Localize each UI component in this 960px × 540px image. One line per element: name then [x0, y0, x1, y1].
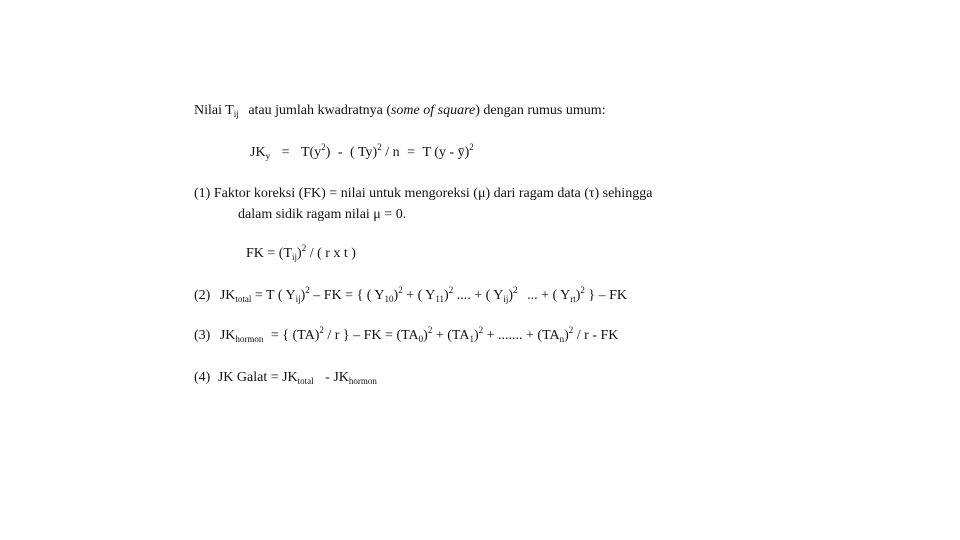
- item2-tail: } – FK: [588, 288, 628, 303]
- item4-sub2: hormon: [348, 376, 377, 386]
- item2-eq: = T ( Y: [254, 288, 296, 303]
- formula-main-eq1: =: [281, 145, 290, 160]
- formula-main-minus: -: [337, 145, 343, 160]
- item3-b-sub: 1: [469, 334, 474, 344]
- formula-main-lhs: JK: [250, 145, 266, 160]
- intro-middle: atau jumlah kwadratnya (: [248, 103, 391, 118]
- intro-prefix-sub: ij: [233, 109, 239, 119]
- intro-prefix: Nilai T: [194, 103, 234, 118]
- item2-b-sup: 2: [448, 285, 454, 295]
- formula-main-t1-close: ): [325, 145, 331, 160]
- formula-main-t1: T(y: [300, 145, 322, 160]
- item3-div: / r } – FK = (TA: [327, 328, 419, 343]
- item4-sub1: total: [297, 376, 314, 386]
- item2-plus1: + ( Y: [406, 288, 436, 303]
- formula-main-t2-rest: / n: [385, 145, 400, 160]
- item2-formula: [194, 285, 628, 304]
- item2-a-sub: 10: [384, 294, 394, 304]
- item2-b-sub: 11: [435, 294, 445, 304]
- item2-y-close: ): [300, 288, 306, 303]
- formula-main-lhs-sub: y: [265, 151, 271, 161]
- formula-main-t3: T (y - ȳ): [422, 145, 470, 160]
- formula-main-eq2: =: [407, 145, 415, 160]
- item1-line1: (1) Faktor koreksi (FK) = nilai untuk mengoreksi (μ) dari ragam data (τ) sehingga: [194, 186, 653, 201]
- item2-c-sub: ij: [503, 294, 509, 304]
- item2-fk: – FK = { ( Y: [313, 288, 385, 303]
- item3-a-sub: 0: [418, 334, 424, 344]
- item4-minus: - JK: [325, 370, 349, 385]
- formula-fk-sup: 2: [301, 243, 307, 253]
- item3-plus1: + (TA: [435, 328, 470, 343]
- formula-fk: [246, 243, 356, 262]
- item3-dots: + ....... + (TA: [486, 328, 560, 343]
- formula-fk-close: ): [297, 246, 302, 261]
- intro-text: [194, 103, 606, 119]
- formula-main-t2: ( Ty): [350, 145, 378, 160]
- item4-number: (4): [194, 370, 211, 385]
- item4-formula: [194, 370, 377, 386]
- formula-fk-sub: ij: [292, 252, 298, 262]
- item2-dots1: .... + ( Y: [456, 288, 504, 303]
- item2-y-sup: 2: [305, 285, 310, 295]
- item2-lhs: JK: [219, 288, 236, 303]
- item3-formula: [194, 325, 619, 344]
- item2-lhs-sub: total: [235, 294, 252, 304]
- item1-line2: dalam sidik ragam nilai μ = 0.: [238, 207, 407, 222]
- item2-a-sup: 2: [398, 285, 403, 295]
- item2-c-sup: 2: [513, 285, 518, 295]
- item3-ta-sup: 2: [319, 325, 324, 335]
- item3-tail: / r - FK: [576, 328, 619, 343]
- item2-d-close: ): [575, 288, 581, 303]
- formula-main-t2-sup: 2: [377, 142, 382, 152]
- item3-b-sup: 2: [478, 325, 484, 335]
- item2-d-sup: 2: [580, 285, 585, 295]
- item3-c-sub: n: [559, 334, 565, 344]
- item2-dots2: ... + ( Y: [527, 288, 571, 303]
- formula-main-t1-sup: 2: [321, 142, 326, 152]
- item3-b-close: ): [473, 328, 479, 343]
- item2-y-sub: ij: [295, 294, 301, 304]
- item3-number: (3): [194, 328, 211, 343]
- item3-a-close: ): [423, 328, 428, 343]
- item2-c-close: ): [508, 288, 514, 303]
- item2-b-close: ): [444, 288, 449, 303]
- item3-c-close: ): [564, 328, 569, 343]
- item3-lhs-sub: hormon: [235, 334, 264, 344]
- formula-main-t3-sup: 2: [469, 142, 474, 152]
- item4-lhs: JK Galat = JK: [217, 370, 298, 385]
- intro-suffix: ) dengan rumus umum:: [475, 103, 606, 118]
- formula-fk-rest: / ( r x t ): [309, 246, 356, 261]
- item3-lhs: JK: [219, 328, 236, 343]
- item3-eq: = { (TA): [270, 328, 320, 343]
- item2-a-close: ): [393, 288, 399, 303]
- formula-fk-lhs: FK = (T: [246, 246, 293, 261]
- item3-c-sup: 2: [568, 325, 574, 335]
- item2-number: (2): [194, 288, 211, 303]
- formula-main: [250, 142, 474, 161]
- item3-a-sup: 2: [427, 325, 433, 335]
- item2-d-sub: rt: [570, 294, 576, 304]
- intro-italic: some of square: [390, 103, 476, 118]
